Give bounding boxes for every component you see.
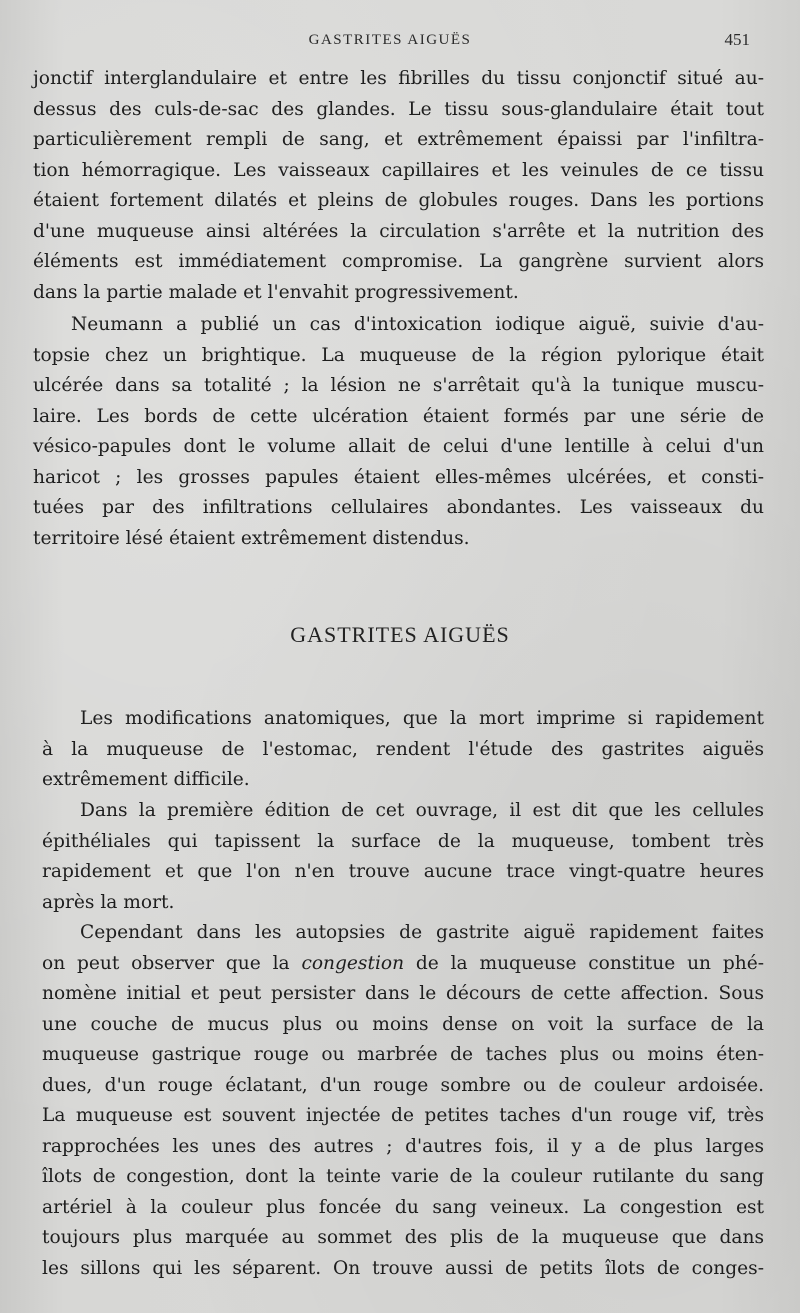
text-line: muqueuse gastrique rouge ou marbrée de taches plus ou moins éten- bbox=[42, 1044, 764, 1065]
page-number: 451 bbox=[724, 30, 750, 49]
text-line: laire. Les bords de cette ulcération étaient formés par une série de bbox=[33, 405, 764, 427]
text-line: ulcérée dans sa totalité ; la lésion ne s'arrêtait qu'à la tunique muscu- bbox=[33, 375, 764, 396]
text-line: rapprochées les unes des autres ; d'autres fois, il y a de plus larges bbox=[42, 1135, 764, 1157]
text-line: étaient fortement dilatés et pleins de globules rouges. Dans les portions bbox=[33, 190, 764, 211]
text-line: jonctif interglandulaire et entre les fibrilles du tissu conjonctif situé au- bbox=[33, 68, 764, 89]
text-line: à la muqueuse de l'estomac, rendent l'étude des gastrites aiguës bbox=[42, 738, 764, 760]
text-line: Dans la première édition de cet ouvrage, il est dit que les cellules bbox=[80, 800, 764, 821]
text-line: tion hémorragique. Les vaisseaux capillaires et les veinules de ce tissu bbox=[33, 159, 764, 181]
paragraph-congestion bbox=[42, 918, 764, 1284]
paragraph-continued-tissue bbox=[33, 64, 764, 308]
text-line: tuées par des infiltrations cellulaires abondantes. Les vaisseaux du bbox=[33, 497, 764, 518]
text-line: épithéliales qui tapissent la surface de la muqueuse, tombent très bbox=[42, 830, 764, 852]
text-line: dessus des culs-de-sac des glandes. Le tissu sous-glandulaire était tout bbox=[33, 98, 764, 120]
emphasis-congestion: congestion bbox=[301, 952, 405, 974]
text-line-with-emphasis bbox=[42, 949, 764, 980]
running-title: GASTRITES AIGUËS bbox=[308, 32, 472, 48]
text-line: extrêmement difficile. bbox=[42, 769, 250, 790]
text-line: haricot ; les grosses papules étaient elles-mêmes ulcérées, et consti- bbox=[33, 466, 764, 488]
text-line: vésico-papules dont le volume allait de celui d'une lentille à celui d'un bbox=[33, 436, 764, 457]
text-line: dues, d'un rouge éclatant, d'un rouge sombre ou de couleur ardoisée. bbox=[42, 1074, 764, 1096]
text-line: éléments est immédiatement compromise. La gangrène survient alors bbox=[33, 251, 764, 272]
text-line: les sillons qui les séparent. On trouve aussi de petits îlots de conges- bbox=[42, 1257, 764, 1279]
paragraph-first-edition bbox=[42, 796, 764, 918]
paragraph-anatomical-changes bbox=[42, 704, 764, 796]
section-heading: GASTRITES AIGUËS bbox=[290, 622, 510, 647]
text-run: on peut observer que la bbox=[42, 952, 302, 974]
text-line: territoire lésé étaient extrêmement distendus. bbox=[33, 527, 470, 549]
text-line: toujours plus marquée au sommet des plis de la muqueuse que dans bbox=[42, 1227, 764, 1248]
text-line: dans la partie malade et l'envahit progressivement. bbox=[33, 281, 519, 303]
text-run: de la muqueuse constitue un phé- bbox=[404, 952, 764, 974]
text-line: d'une muqueuse ainsi altérées la circulation s'arrête et la nutrition des bbox=[33, 220, 764, 242]
text-line: rapidement et que l'on n'en trouve aucune trace vingt-quatre heures bbox=[42, 861, 764, 882]
text-line: îlots de congestion, dont la teinte varie de la couleur rutilante du sang bbox=[42, 1166, 764, 1187]
text-line: Neumann a publié un cas d'intoxication iodique aiguë, suivie d'au- bbox=[71, 314, 764, 335]
text-line: La muqueuse est souvent injectée de petites taches d'un rouge vif, très bbox=[42, 1105, 764, 1126]
text-line: après la mort. bbox=[42, 891, 175, 913]
text-line: topsie chez un brightique. La muqueuse de la région pylorique était bbox=[33, 344, 764, 366]
text-line: Les modifications anatomiques, que la mort imprime si rapidement bbox=[80, 708, 764, 729]
text-line: nomène initial et peut persister dans le décours de cette affection. Sous bbox=[42, 983, 764, 1004]
running-head bbox=[0, 28, 800, 58]
text-line: artériel à la couleur plus foncée du sang veineux. La congestion est bbox=[42, 1196, 764, 1218]
text-line: particulièrement rempli de sang, et extrêmement épaissi par l'infiltra- bbox=[33, 129, 764, 150]
text-line: Cependant dans les autopsies de gastrite aiguë rapidement faites bbox=[80, 922, 764, 943]
text-line: une couche de mucus plus ou moins dense on voit la surface de la bbox=[42, 1013, 764, 1035]
paragraph-neumann-case bbox=[33, 310, 764, 554]
